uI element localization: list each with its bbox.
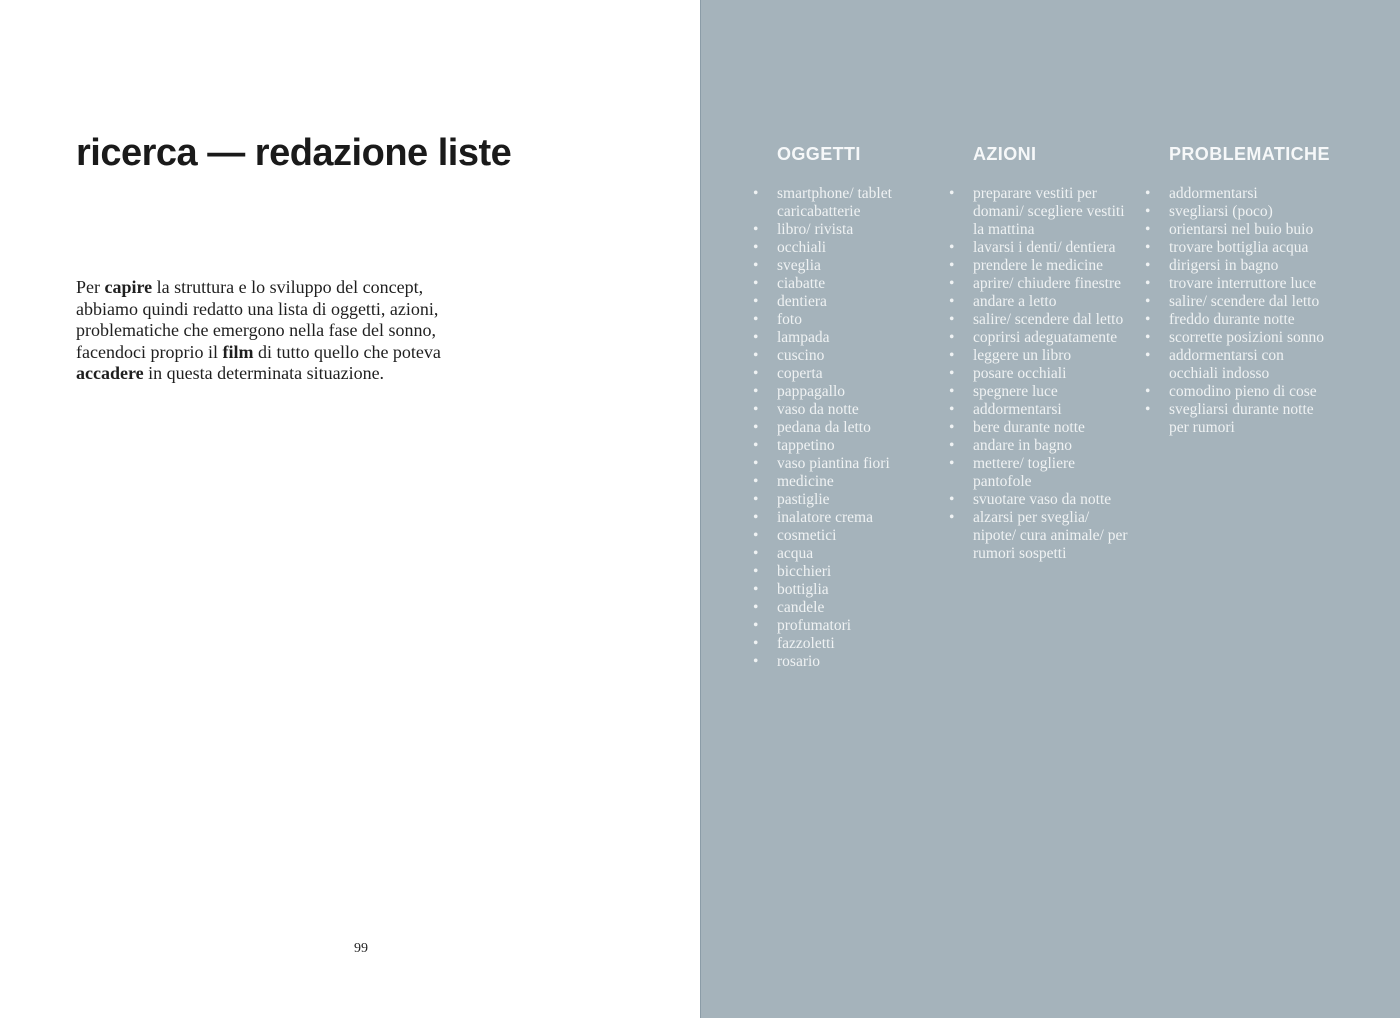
list-item-text: pedana da letto	[777, 419, 871, 436]
list-item	[948, 455, 1128, 491]
column-list	[948, 185, 1128, 563]
column-list	[752, 185, 932, 671]
list-item-text: vaso da notte	[777, 401, 859, 418]
list-item	[1144, 293, 1324, 311]
list-item-text: pastiglie	[777, 491, 830, 508]
list-column-azioni	[948, 143, 1128, 671]
list-item	[752, 293, 932, 311]
intro-paragraph	[76, 277, 516, 385]
list-columns	[752, 143, 1330, 671]
intro-segment: problematiche che emergono nella fase del sonno,	[76, 320, 437, 340]
list-item-text: alzarsi per sveglia/ nipote/ cura animale/ per rumori sospetti	[973, 509, 1128, 562]
list-item-text: trovare interruttore luce	[1169, 275, 1317, 292]
list-item	[752, 275, 932, 293]
right-panel	[700, 0, 1400, 1018]
list-item-text: cuscino	[777, 347, 825, 364]
list-item-text: rosario	[777, 653, 821, 670]
list-item	[1144, 311, 1324, 329]
list-item-text: aprire/ chiudere finestre	[973, 275, 1122, 292]
column-header: OGGETTI	[777, 144, 861, 164]
list-item	[752, 473, 932, 491]
list-item-text: sveglia	[777, 257, 821, 274]
list-item-text: addormentarsi	[973, 401, 1062, 418]
intro-line	[76, 320, 516, 342]
list-column-oggetti	[752, 143, 932, 671]
list-item-text: foto	[777, 311, 802, 328]
intro-segment: abbiamo quindi redatto una lista di oggetti, azioni,	[76, 298, 439, 319]
intro-line	[76, 299, 516, 321]
intro-line	[76, 342, 516, 364]
list-item-text: profumatori	[777, 617, 852, 634]
list-item-text: pappagallo	[777, 383, 846, 400]
list-item-text: bicchieri	[777, 563, 832, 580]
list-item-text: freddo durante notte	[1169, 311, 1295, 328]
list-item-text: bottiglia	[777, 581, 829, 598]
list-item	[752, 329, 932, 347]
page-number: 99	[354, 941, 368, 956]
list-item	[752, 545, 932, 563]
list-item	[752, 221, 932, 239]
list-item-text: ciabatte	[777, 275, 826, 292]
list-item	[948, 293, 1128, 311]
list-item	[752, 311, 932, 329]
list-item-text: preparare vestiti per domani/ scegliere vestiti la mattina	[973, 185, 1125, 238]
list-item	[752, 401, 932, 419]
list-item-text: coperta	[777, 365, 823, 382]
list-item	[1144, 239, 1324, 257]
list-item-text: dentiera	[777, 293, 827, 310]
list-item	[752, 581, 932, 599]
list-item	[1144, 203, 1324, 221]
list-item-text: cosmetici	[777, 527, 837, 544]
list-item	[948, 185, 1128, 239]
list-item-text: dirigersi in bagno	[1169, 257, 1279, 274]
list-item	[948, 365, 1128, 383]
intro-segment: di tutto quello che poteva	[253, 341, 441, 362]
list-item	[948, 347, 1128, 365]
list-item-text: andare a letto	[973, 293, 1057, 310]
list-item-text: vaso piantina fiori	[777, 455, 890, 472]
list-item-text: lampada	[777, 329, 830, 346]
intro-segment: la struttura e lo sviluppo del concept,	[152, 277, 424, 297]
list-item	[1144, 383, 1324, 401]
list-item	[1144, 257, 1324, 275]
column-list	[1144, 185, 1324, 437]
list-item	[752, 257, 932, 275]
list-item	[948, 401, 1128, 419]
intro-segment: in questa determinata situazione.	[143, 363, 385, 383]
list-item	[752, 491, 932, 509]
list-item	[752, 635, 932, 653]
list-item	[752, 653, 932, 671]
list-item-text: candele	[777, 599, 825, 616]
list-item	[1144, 347, 1324, 383]
list-item	[948, 437, 1128, 455]
list-item-text: addormentarsi	[1169, 185, 1258, 202]
list-item-text: inalatore crema	[777, 509, 873, 526]
list-item-text: medicine	[777, 473, 834, 490]
list-item	[752, 365, 932, 383]
list-item-text: lavarsi i denti/ dentiera	[973, 239, 1116, 256]
list-item-text: andare in bagno	[973, 437, 1072, 454]
list-item	[752, 599, 932, 617]
list-item	[752, 239, 932, 257]
column-header: PROBLEMATICHE	[1169, 144, 1330, 164]
list-item-text: mettere/ togliere pantofole	[973, 455, 1075, 490]
list-item	[948, 491, 1128, 509]
list-item	[752, 347, 932, 365]
list-item-text: tappetino	[777, 437, 835, 454]
list-item	[752, 185, 932, 221]
intro-segment: facendoci proprio il	[76, 341, 223, 362]
list-item-text: svegliarsi (poco)	[1169, 203, 1273, 220]
list-item	[948, 509, 1128, 563]
list-item	[752, 527, 932, 545]
list-item-text: spegnere luce	[973, 383, 1058, 400]
list-item	[752, 563, 932, 581]
list-item-text: svegliarsi durante notte per rumori	[1169, 401, 1314, 436]
list-item-text: salire/ scendere dal letto	[1169, 293, 1320, 310]
list-item	[752, 383, 932, 401]
list-item	[1144, 329, 1324, 347]
list-item-text: prendere le medicine	[973, 257, 1103, 274]
list-column-problematiche	[1144, 143, 1330, 671]
list-item-text: libro/ rivista	[777, 221, 854, 238]
list-item	[752, 419, 932, 437]
intro-bold-segment: accadere	[76, 363, 144, 383]
list-item-text: posare occhiali	[973, 365, 1067, 382]
list-item-text: leggere un libro	[973, 347, 1072, 364]
list-item-text: acqua	[777, 545, 814, 562]
list-item	[948, 257, 1128, 275]
list-item	[1144, 221, 1324, 239]
list-item	[948, 383, 1128, 401]
column-header: AZIONI	[973, 144, 1037, 164]
list-item	[752, 455, 932, 473]
list-item	[752, 437, 932, 455]
list-item-text: fazzoletti	[777, 635, 835, 652]
intro-line	[76, 363, 516, 385]
intro-bold-segment: film	[222, 341, 254, 362]
list-item	[752, 509, 932, 527]
list-item	[948, 419, 1128, 437]
list-item-text: scorrette posizioni sonno	[1169, 329, 1324, 346]
list-item	[1144, 401, 1324, 437]
list-item-text: smartphone/ tablet caricabatterie	[777, 185, 892, 220]
list-item	[948, 275, 1128, 293]
intro-segment: Per	[76, 277, 105, 297]
intro-bold-segment: capire	[104, 277, 153, 297]
list-item	[1144, 275, 1324, 293]
list-item-text: salire/ scendere dal letto	[973, 311, 1124, 328]
list-item	[948, 311, 1128, 329]
list-item	[1144, 185, 1324, 203]
list-item	[948, 239, 1128, 257]
list-item-text: coprirsi adeguatamente	[973, 329, 1118, 346]
page-title: ricerca — redazione liste	[76, 132, 512, 174]
list-item-text: trovare bottiglia acqua	[1169, 239, 1309, 256]
list-item-text: orientarsi nel buio buio	[1169, 221, 1314, 238]
list-item-text: occhiali	[777, 239, 827, 256]
list-item-text: comodino pieno di cose	[1169, 383, 1317, 400]
list-item	[752, 617, 932, 635]
list-item-text: svuotare vaso da notte	[973, 491, 1112, 508]
list-item-text: addormentarsi con occhiali indosso	[1169, 347, 1284, 382]
list-item	[948, 329, 1128, 347]
list-item-text: bere durante notte	[973, 419, 1085, 436]
intro-line	[76, 277, 516, 299]
